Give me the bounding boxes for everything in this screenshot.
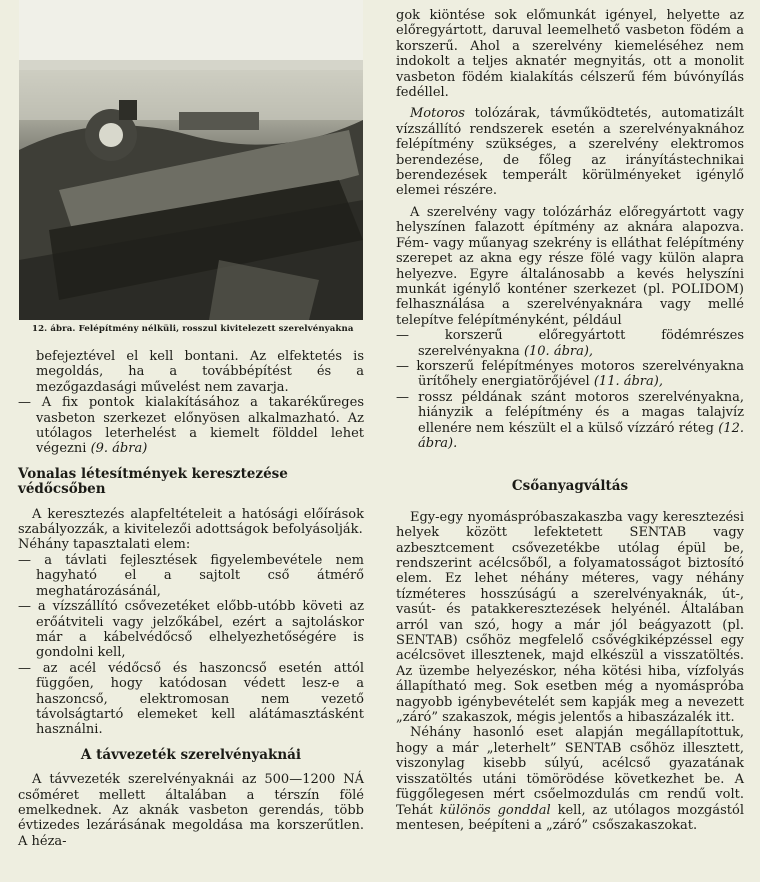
paragraph-crossing-intro: A keresztezés alapfeltételeit a hatósági előírások szabályozzák, a kivitelezői adottságok befolyásolják. bbox=[18, 506, 364, 538]
figure-photo bbox=[19, 0, 363, 320]
list-item: — az acél védőcső és haszoncső esetén attól függően, hogy katódosan védett lesz-e a haszoncső, elektromosan nem vezető távolságtartó elemeket kell alátámasztásként használni. bbox=[18, 660, 364, 738]
figure-caption: 12. ábra. Felépítmény nélküli, rosszul kivitelezett szerelvényakna bbox=[32, 324, 354, 334]
list-item: — a távlati fejlesztések figyelembevétele nem hagyható el a sajtolt cső átmérő meghatározásánál, bbox=[18, 552, 364, 599]
list-item-figure-12 bbox=[396, 390, 744, 452]
figure-ref-11: (11. ábra), bbox=[593, 374, 663, 390]
paragraph-pipe-material: Egy-egy nyomáspróbaszakaszba vagy keresztezési helyek között lefektetett SENTAB vagy azbesztcement csővezetékbe utólag épül be, rendszerint acélcsőből, a folyamatosságot biztosító elem. Ez lehet néhány méteres, vagy néhány tízméteres hosszúságú a szerelvényaknák, út-, vasút- és patakkeresztezések helyénél. Általában arról van szó, hogy a már jól beágyazott (pl. SENTAB) csőhöz megfelelő csővégkiképzéssel egy acélcsövet illesztenek, majd elkészül a visszatöltés. Az üzembe helyezéskor, néha kötési hiba, vízfolyás állapítható meg. Sok esetben még a nyomáspróba nagyobb igénybevételét sem kapják meg a nevezett „záró” szakaszok, mégis jelentős a hibaszázalék itt. bbox=[396, 509, 744, 726]
list-item-figure-10 bbox=[396, 328, 744, 359]
paragraph-conclusion bbox=[396, 725, 744, 833]
paragraph-continuation-right: gok kiöntése sok előmunkát igényel, helyette az előregyártott, daruval leemelhető vasbeton födém a korszerű. Ahol a szerelvény kiemeléséhez nem indokolt a teljes aknatér megnyitás, ott a monolit vasbeton födém kialakítás célszerű fém búvónyílás fedéllel. bbox=[396, 8, 744, 101]
careful-italic: különös gonddal bbox=[439, 802, 551, 818]
right-column bbox=[396, 8, 744, 833]
paragraph-experience: Néhány tapasztalati elem: bbox=[18, 537, 191, 553]
list-item-fix-point-text: — A fix pontok kialakításához a takarékűreges vasbeton szerkezet előnyösen alkalmazható. Az utólagos leterhelést a kiemelt földdel lehet végezni bbox=[18, 395, 364, 457]
section-heading-pipe-material-change: Csőanyagváltás bbox=[511, 478, 629, 495]
paragraph-motor bbox=[396, 106, 744, 198]
paragraph-conclusion-text: Néhány hasonló eset alapján megállapítottuk, hogy a már „leterhelt” SENTAB csőhöz illesztett, viszonylag kisebb súlyú, acélcső gyazatának visszatöltés utáni tömörödése következhet be. A függőlegesen mért csőelmozdulás cm rendű volt. Tehát bbox=[396, 725, 744, 818]
paragraph-motor-text: tolózárak, távműködtetés, automatizált vízszállító rendszerek esetén a szerelvényaknához felépítmény szükséges, a szerelvény elektromos berendezése, de főleg az irányítástechnikai berendezések temperált körülményeket igénylő elemei részére. bbox=[396, 106, 744, 199]
paragraph-continuation: befejeztével el kell bontani. Az elfektetés is megoldás, ha a továbbépítést és a mezőgazdasági művelést nem zavarja. bbox=[36, 349, 364, 395]
section-heading-valve-pits: A távvezeték szerelvényaknái bbox=[80, 746, 302, 763]
photo-illustration bbox=[19, 0, 363, 320]
motoros-italic: Motoros bbox=[410, 106, 465, 122]
list-item-text: — korszerű felépítményes motoros szerelvényakna ürítőhely energiatörőjével bbox=[396, 358, 744, 390]
section-heading-crossing: Vonalas létesítmények keresztezése védőcsőben bbox=[18, 465, 288, 498]
figure-ref-9: (9. ábra) bbox=[90, 441, 148, 457]
paragraph-conclusion-end: kell, az utólagos mozgástól mentesen, beépíteni a „záró” csőszakaszokat. bbox=[396, 802, 744, 833]
left-column bbox=[18, 0, 364, 849]
figure-ref-10: (10. ábra), bbox=[523, 343, 594, 359]
list-item-text: — korszerű előregyártott födémrészes szerelvényakna bbox=[396, 328, 744, 359]
list-item-fix-point bbox=[18, 395, 364, 457]
paragraph-valve-pits: A távvezeték szerelvényaknái az 500—1200 NÁ csőméret mellett általában a térszín fölé emelkednek. Az aknák vasbeton gerendás, több évtizedes lezárásának megoldása ma korszerűtlen. A héza- bbox=[18, 772, 364, 849]
paragraph-housing: A szerelvény vagy tolózárház előregyártott vagy helyszínen falazott építmény az aknára alapozva. Fém- vagy műanyag szekrény is elláthat felépítmény szerepet az akna egy része fölé vagy külön alapra helyezve. Egyre általánosabb a kevés helyszíni munkát igénylő konténer szerkezet (pl. POLIDOM) felhasználása a szerelvényaknára vagy mellé telepítve felépítményként, például bbox=[396, 204, 744, 328]
figure-ref-12: (12. ábra). bbox=[418, 420, 744, 451]
list-item-figure-11 bbox=[396, 359, 744, 390]
list-item-text: — rossz példának szánt motoros szerelvényakna, hiányzik a felépítmény és a magas talajvíz ellenére nem készült el a külső vízzáró réteg bbox=[396, 389, 744, 436]
list-item: — a vízszállító csővezetéket előbb-utóbb követi az erőátviteli vagy jelzőkábel, ezért a sajtoláskor már a kábelvédőcső elhelyezhetőségére is gondolni kell, bbox=[18, 599, 364, 661]
